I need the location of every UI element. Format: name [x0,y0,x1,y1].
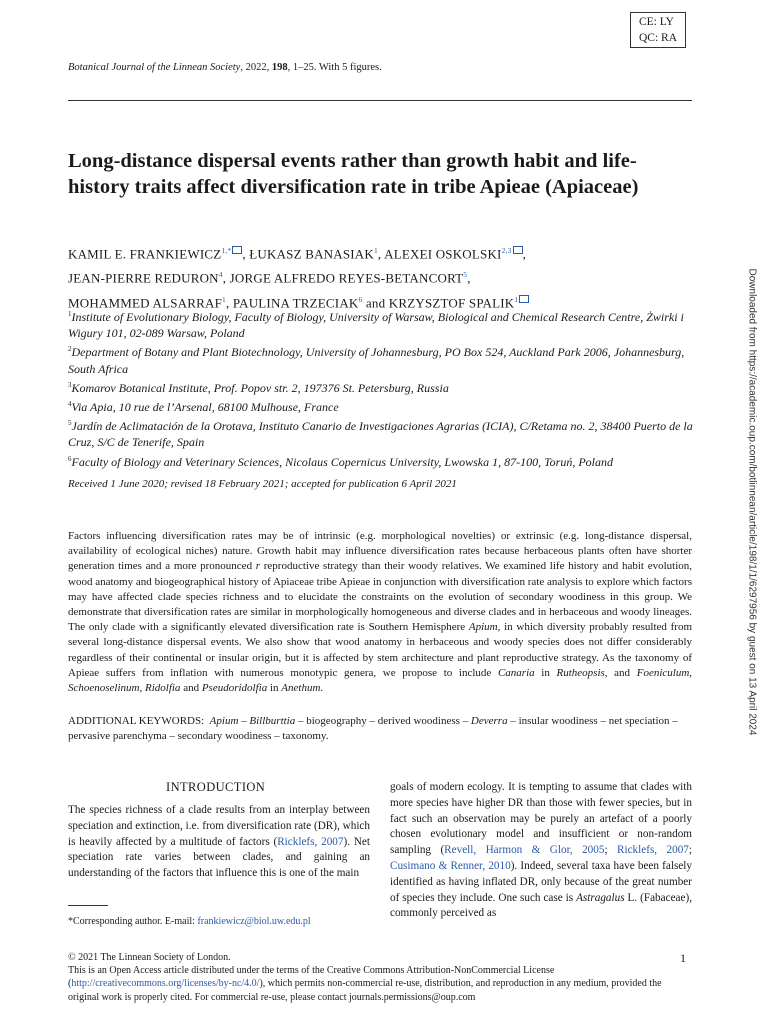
affiliation-text: Jardín de Aclimatación de la Orotava, Instituto Canario de Investigaciones Agrarias (ICIA), C/Retama no. 2, 38400 Puerto de la Cruz, S/C de Tenerife, Spain [68,419,693,450]
abstract-text: reproductive strategy than their woody relatives. We examined life history and habit evolution, wood anatomy and biogeographical history of Apiaceae tribe Apieae in conjunction with diversification rate analysis to explore which factors may have affected clade species richness and to elucidate the constraints on the evolution of secondary woodiness in this group. We demonstrate that diversification rates are similar in morphologically homogeneous and diverse clades and in herbaceous and woody lineages. The only clade with a significantly elevated diversification rate is Southern Hemisphere [68,560,692,634]
affiliation-number: 5 [68,419,72,428]
author-name: JORGE ALFREDO REYES-BETANCORT [229,270,464,286]
abstract-text: and [180,682,202,695]
qc-box [630,12,686,48]
affiliation-text: Faculty of Biology and Veterinary Sciences, Nicolaus Copernicus University, Lwowska 1, 87-100, Toruń, Poland [71,454,614,469]
affiliation-number: 6 [68,454,72,463]
abstract-italic: Schoenoselinum [68,682,140,695]
author-affil-sup[interactable]: 1 [514,294,519,304]
keyword-italic: Billburttia [249,715,296,727]
body-text: The species richness of a clade results from an interplay between speciation and extinction, i.e. from diversification rate (DR), which is heavily affected by a multitude of factors ( [68,804,370,848]
body-text: ). Net speciation rate varies between clades, and gaining an understanding of the factors that influence this is one of the main [68,835,370,880]
author-name: JEAN-PIERRE REDURON [68,270,219,286]
affiliation-number: 4 [68,400,72,409]
copyright-notice [68,951,668,1004]
abstract-text: Factors influencing diversification rates may be of intrinsic (e.g. morphological novelties) or extrinsic (e.g. long-distance dispersal, availability of ecological niches) nature. Growth habit may influence diversification rates because herbaceous plants often have shorter generation times and a more pronounced [68,530,692,573]
email-icon[interactable] [519,295,529,303]
affiliations [68,306,698,470]
corresponding-author-footnote [68,916,311,927]
body-italic: Astragalus [576,891,625,904]
affiliation-text: Via Apia, 10 rue de l’Arsenal, 68100 Mulhouse, France [71,400,339,415]
journal-name: Botanical Journal of the Linnean Society [68,62,241,73]
abstract-text: , and [604,666,637,679]
abstract-text: , [689,666,693,679]
license-line: This is an Open Access article distributed under the terms of the Creative Commons Attribution-NonCommercial License [68,965,555,977]
author-separator: , [225,294,233,310]
author-name: ŁUKASZ BANASIAK [249,246,374,262]
author-name: ALEXEI OSKOLSKI [384,246,502,262]
abstract-text: , in which diversity probably resulted from several long-distance dispersal events. We also show that wood anatomy in herbaceous and woody species does not differ considerably regardless of their continental or insular origin, but it is affected by stem architecture and plant reproductive strategy. As the taxonomy of Apieae suffers from inflation with numerous monotypic genera, we propose to include [68,621,692,679]
license-line: ), which permits non-commercial re-use, distribution, and reproduction in any medium, provided the original work is properly cited. For commercial re-use, please contact journals.permissions@oup.com [68,978,662,1003]
side-note-text: Downloaded from https://academic.oup.com/botlinnean/article/198/1/1/6297956 by guest on 13 April 2024 [746,268,758,736]
footnote-rule [68,905,108,906]
abstract-text: in [267,682,282,695]
keyword-text: – insular woodiness – net speciation – pervasive parenchyma – secondary woodiness – taxonomy. [68,715,678,743]
author-affil-sup[interactable]: 1 [373,246,378,255]
affiliation-number: 2 [68,345,72,354]
keyword-italic: Deverra [470,715,508,727]
header-rule [68,100,692,101]
abstract-italic: r [255,560,261,573]
body-text: ). Indeed, several taxa have been falsely identified as having inflated DR, only because of the great number of species they include. One such case is [390,859,692,904]
author-affil-sup[interactable]: 1,* [221,246,232,255]
download-side-note [745,268,759,768]
body-text: L. (Fabaceae), commonly perceived as [390,891,692,920]
citation-link[interactable]: Revell, Harmon & Glor, 2005 [444,844,605,857]
author-separator: , [222,270,230,286]
author-name: KAMIL E. FRANKIEWICZ [68,246,222,262]
author-affil-sup[interactable]: 1 [222,294,226,304]
citation-link[interactable]: Ricklefs, 2007 [277,835,344,848]
keyword-text: – [238,715,250,727]
affiliation-number: 3 [68,380,72,389]
email-link[interactable]: frankiewicz@biol.uw.edu.pl [197,916,311,927]
affiliation-item [68,451,698,470]
author-separator: , [377,246,385,262]
journal-volume: 198 [271,62,288,73]
body-column-left [68,803,370,882]
abstract-italic: Ridolfia [144,682,181,695]
body-text: ; [604,844,618,857]
journal-pages: , 1–25. With 5 figures. [287,62,382,73]
qc-line-1: CE: LY [639,16,674,28]
abstract-italic: Foeniculum [636,666,690,679]
affiliation-number: 1 [68,310,72,318]
body-column-right [390,780,692,922]
journal-citation [68,62,382,73]
abstract-italic: Apium [468,621,498,634]
affiliation-item [68,415,698,450]
affiliation-text: Department of Botany and Plant Biotechnology, University of Johannesburg, PO Box 524, Auckland Park 2006, Johannesburg, South Africa [68,345,685,376]
footnote-label: *Corresponding author. E-mail: [68,916,198,927]
journal-year: , 2022, [240,62,272,73]
body-text: ; [688,844,693,857]
author-affil-sup[interactable]: 6 [358,294,363,304]
abstract-italic: Canaria [497,666,535,679]
license-text: This is an Open Access article distributed under the terms of the Creative Commons Attribution-NonCommercial License (http://creativecommons.org/licenses/by-nc/4.0/), which permits non-commercial re-use, distribution, and reproduction in any medium, provided the original work is properly cited. For commercial re-use, please contact journals.permissions@oup.com [68,965,662,1003]
abstract-text: . [320,682,324,695]
email-icon[interactable] [513,246,523,254]
abstract-italic: Rutheopsis [556,666,605,679]
author-separator: , [467,270,471,286]
keyword-italic: Apium [209,715,239,727]
affiliation-item [68,306,698,341]
affiliation-text: Institute of Evolutionary Biology, Faculty of Biology, University of Warsaw, Biological and Chemical Research Centre, Żwirki i Wigury 101, 02-089 Warsaw, Poland [68,310,684,341]
qc-line-2: QC: RA [639,32,678,44]
affiliation-item [68,341,698,376]
author-separator: , [242,246,250,262]
abstract-text: in [534,666,557,679]
author-name: PAULINA TRZECIAK [232,294,359,310]
body-text: goals of modern ecology. It is tempting to assume that clades with more species have higher DR than those with fewer species, but in fact such an observation may be purely an artefact of a poorly chosen evolutionary model and insufficient or non-random sampling ( [390,781,692,857]
author-separator: , [522,246,527,262]
affiliation-item [68,377,698,396]
article-title: Long-distance dispersal events rather than growth habit and life-history traits affect diversification rate in tribe Apieae (Apiaceae) [68,150,639,198]
abstract-italic: Anethum [281,682,321,695]
author-affil-sup[interactable]: 5 [463,270,468,280]
author-affil-sup[interactable]: 2,3 [501,246,512,255]
author-name: MOHAMMED ALSARRAF [68,294,223,310]
citation-link[interactable]: Cusimano & Renner, 2010 [390,859,511,872]
keywords-label: ADDITIONAL KEYWORDS: [68,715,205,727]
keyword-text: – biogeography – derived woodiness – [295,715,471,727]
author-separator: and [362,294,389,310]
abstract-text: , [139,682,145,695]
abstract [68,529,692,696]
keywords [68,714,692,744]
section-heading: INTRODUCTION [166,780,266,794]
citation-link[interactable]: Ricklefs, 2007 [617,844,689,857]
affiliation-item [68,396,698,415]
author-name: KRZYSZTOF SPALIK [388,294,515,310]
license-link[interactable]: http://creativecommons.org/licenses/by-nc/4.0/ [71,978,260,990]
email-icon[interactable] [232,246,242,254]
page-number: 1 [680,951,686,965]
author-affil-sup[interactable]: 4 [218,270,223,280]
affiliation-text: Komarov Botanical Institute, Prof. Popov str. 2, 197376 St. Petersburg, Russia [71,380,449,395]
received-dates: Received 1 June 2020; revised 18 February 2021; accepted for publication 6 April 2021 [68,478,457,490]
author-list [68,240,708,313]
abstract-italic: Pseudoridolfia [201,682,268,695]
copyright-line: © 2021 The Linnean Society of London. [68,952,231,963]
